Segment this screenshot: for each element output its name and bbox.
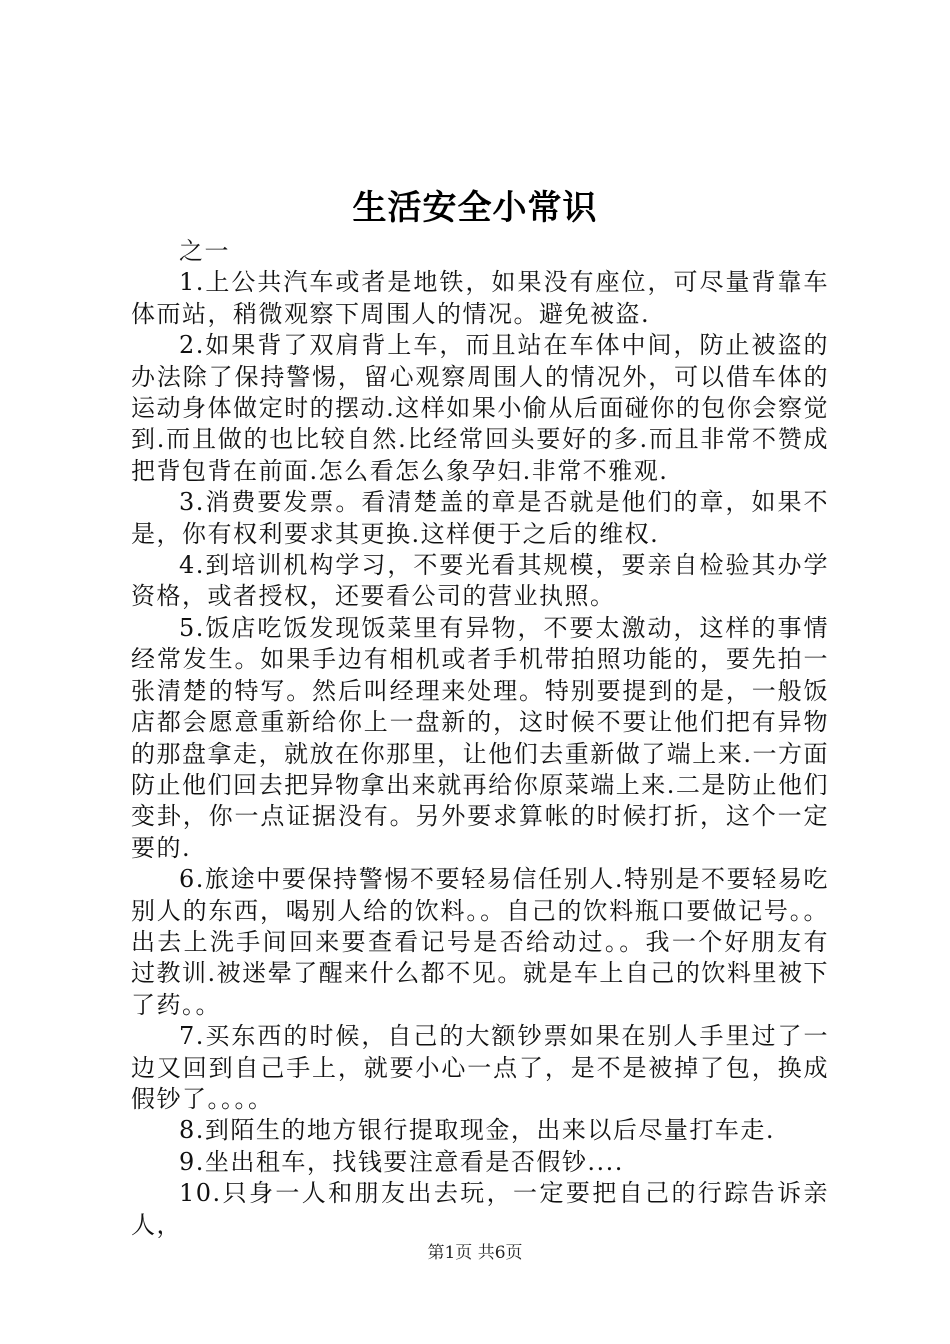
paragraph-6: 6.旅途中要保持警惕不要轻易信任别人.特别是不要轻易吃别人的东西，喝别人给的饮料。。自己的饮料瓶口要做记号。。出去上洗手间回来要查看记号是否给动过。。我一个好朋友有过教训.被迷晕了醒来什么都不见。就是车上自己的饮料里被下了药。。: [131, 865, 829, 1019]
paragraph-7: 7.买东西的时候，自己的大额钞票如果在别人手里过了一边又回到自己手上，就要小心一点了，是不是被掉了包，换成假钞了。。。。: [131, 1022, 829, 1113]
paragraph-5: 5.饭店吃饭发现饭菜里有异物，不要太激动，这样的事情经常发生。如果手边有相机或者手机带拍照功能的，要先拍一张清楚的特写。然后叫经理来处理。特别要提到的是，一般饭店都会愿意重新给你上一盘新的，这时候不要让他们把有异物的那盘拿走，就放在你那里，让他们去重新做了端上来.一方面防止他们回去把异物拿出来就再给你原菜端上来.二是防止他们变卦，你一点证据没有。另外要求算帐的时候打折，这个一定要的.: [131, 613, 829, 862]
paragraph-2: 2.如果背了双肩背上车，而且站在车体中间，防止被盗的办法除了保持警惕，留心观察周围人的情况外，可以借车体的运动身体做定时的摆动.这样如果小偷从后面碰你的包你会察觉到.而且做的也比较自然.比经常回头要好的多.而且非常不赞成把背包背在前面.怎么看怎么象孕妇.非常不雅观.: [131, 331, 829, 485]
document-body: [131, 236, 829, 1241]
section-intro: 之一: [179, 237, 230, 265]
paragraph-10: 10.只身一人和朋友出去玩，一定要把自己的行踪告诉亲人，: [131, 1179, 829, 1239]
paragraph-3: 3.消费要发票。看清楚盖的章是否就是他们的章，如果不是，你有权利要求其更换.这样便于之后的维权.: [131, 488, 829, 548]
document-title: 生活安全小常识: [352, 188, 598, 228]
page-footer: 第1页 共6页: [427, 1243, 523, 1263]
paragraph-8: 8.到陌生的地方银行提取现金，出来以后尽量打车走.: [179, 1116, 776, 1145]
paragraph-9: 9.坐出租车，找钱要注意看是否假钞....: [179, 1147, 624, 1176]
paragraph-4: 4.到培训机构学习，不要光看其规模，要亲自检验其办学资格，或者授权，还要看公司的营业执照。: [131, 551, 829, 611]
paragraph-1: 1.上公共汽车或者是地铁，如果没有座位，可尽量背靠车体而站，稍微观察下周围人的情况。避免被盗.: [131, 268, 829, 328]
